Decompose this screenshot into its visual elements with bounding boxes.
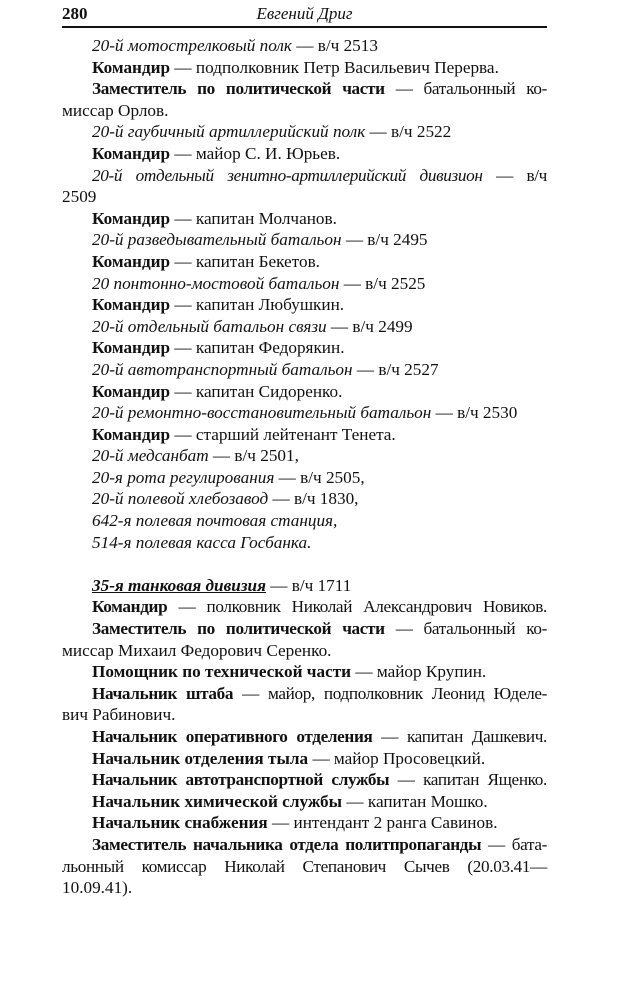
line-text: — майор, подполковник Леонид Юделе-	[242, 683, 547, 703]
line-text: миссар Орлов.	[62, 100, 169, 120]
text-line	[62, 467, 547, 489]
role-label: Командир	[92, 295, 171, 315]
role-label: Командир	[92, 57, 171, 77]
unit-name: 20-й медсанбат	[92, 446, 209, 466]
division-title: 35-я танковая дивизия	[92, 575, 266, 595]
role-label: Командир	[92, 143, 171, 163]
text-line	[62, 488, 547, 510]
unit-name: 20 понтонно-мостовой батальон	[92, 273, 340, 293]
text-line	[62, 791, 547, 813]
unit-name: 20-й отдельный зенитно-артиллерийский дивизион	[92, 165, 483, 185]
unit-name: 20-й разведывательный батальон	[92, 230, 342, 250]
line-text: — батальонный ко-	[395, 79, 547, 99]
line-text: 10.09.41).	[62, 878, 133, 898]
line-text: — в/ч 1830,	[268, 489, 359, 509]
text-line	[62, 812, 547, 834]
line-text: — в/ч 2505,	[274, 467, 365, 487]
text-line	[62, 359, 547, 381]
text-line	[62, 445, 547, 467]
role-label: Заместитель начальника отдела политпропаганды	[92, 834, 482, 854]
line-text: — капитан Любушкин.	[170, 295, 345, 315]
text-line	[62, 229, 547, 251]
text-line	[62, 273, 547, 295]
line-text: — в/ч 2525	[339, 273, 426, 293]
unit-name: 20-й ремонтно-восстановительный батальон	[92, 403, 432, 423]
running-head: Евгений Дриг	[256, 4, 353, 23]
line-text: — бата-	[488, 834, 547, 854]
role-label: Помощник по технической части	[92, 662, 352, 682]
text-line	[62, 143, 547, 165]
line-text: — полковник Николай Александрович Новиков.	[178, 597, 547, 617]
line-text: — в/ч 2522	[365, 122, 452, 142]
role-label: Начальник снабжения	[92, 813, 268, 833]
text-line	[62, 208, 547, 230]
line-text: — в/ч 2495	[341, 230, 428, 250]
unit-name: 514-я полевая касса Госбанка.	[92, 532, 312, 552]
unit-name: 20-я рота регулирования	[92, 467, 275, 487]
line-text: — капитан Молчанов.	[170, 208, 337, 228]
role-label: Командир	[92, 208, 171, 228]
line-text: — майор Крупин.	[351, 662, 487, 682]
line-text: — майор Просовецкий.	[308, 748, 486, 768]
text-line	[62, 121, 547, 143]
text-line	[62, 294, 547, 316]
text-line	[62, 661, 547, 683]
line-text: — капитан Дашкевич.	[381, 727, 547, 746]
text-line	[62, 596, 547, 618]
text-line	[62, 424, 547, 446]
role-label: Заместитель по политической части	[92, 619, 385, 639]
line-text: — капитан Федорякин.	[170, 338, 345, 358]
section-heading-line	[62, 575, 547, 597]
text-line	[62, 381, 547, 403]
text-line	[62, 532, 547, 554]
line-text: — капитан Ященко.	[397, 770, 547, 790]
text-line	[62, 251, 547, 273]
text-line	[62, 57, 547, 79]
text-line	[62, 769, 547, 791]
unit-name: 20-й полевой хлебозавод	[92, 489, 269, 509]
text-line	[62, 165, 547, 187]
text-line	[62, 100, 547, 122]
text-line	[62, 78, 547, 100]
unit-name: 20-й гаубичный артиллерийский полк	[92, 122, 366, 142]
text-line	[62, 35, 547, 57]
line-text: вич Рабинович.	[62, 705, 176, 725]
text-line	[62, 726, 547, 748]
role-label: Командир	[92, 597, 168, 617]
role-label: Командир	[92, 424, 171, 444]
line-text: — в/ч 2527	[352, 359, 439, 379]
text-line	[62, 683, 547, 705]
role-label: Начальник химической службы	[92, 791, 343, 811]
line-text: — интендант 2 ранга Савинов.	[267, 813, 498, 833]
text-line	[62, 316, 547, 338]
line-text: 2509	[62, 187, 97, 207]
line-text: миссар Михаил Федорович Серенко.	[62, 640, 332, 660]
page-header	[62, 2, 547, 28]
text-line	[62, 337, 547, 359]
text-line	[62, 186, 547, 208]
page-body	[62, 35, 547, 899]
line-text: — майор С. И. Юрьев.	[170, 143, 341, 163]
role-label: Начальник оперативного отделения	[92, 727, 373, 746]
page-number: 280	[62, 4, 88, 23]
role-label: Начальник штаба	[92, 683, 234, 703]
text-line	[62, 640, 547, 662]
text-line	[62, 618, 547, 640]
line-text: — в/ч	[496, 165, 547, 185]
text-line	[62, 402, 547, 424]
line-text: — капитан Сидоренко.	[170, 381, 343, 401]
role-label: Командир	[92, 381, 171, 401]
text-line	[62, 856, 547, 878]
section-gap	[62, 553, 547, 575]
line-text: — подполковник Петр Васильевич Перерва.	[170, 57, 499, 77]
text-line	[62, 704, 547, 726]
text-line	[62, 834, 547, 856]
line-text: — капитан Бекетов.	[170, 251, 320, 271]
line-text: — в/ч 1711	[265, 575, 352, 595]
role-label: Командир	[92, 251, 171, 271]
line-text: — в/ч 2499	[326, 316, 413, 336]
line-text: — капитан Мошко.	[342, 791, 488, 811]
text-line	[62, 510, 547, 532]
line-text: — в/ч 2501,	[208, 446, 299, 466]
unit-name: 20-й автотранспортный батальон	[92, 359, 353, 379]
line-text: — батальонный ко-	[395, 619, 547, 639]
text-line	[62, 877, 547, 899]
line-text: — старший лейтенант Тенета.	[170, 424, 396, 444]
unit-name: 642-я полевая почтовая станция,	[92, 511, 338, 531]
line-text: — в/ч 2513	[291, 36, 378, 55]
role-label: Начальник автотранспортной службы	[92, 770, 390, 790]
role-label: Заместитель по политической части	[92, 79, 385, 99]
line-text: — в/ч 2530	[431, 403, 518, 423]
role-label: Командир	[92, 338, 171, 358]
role-label: Начальник отделения тыла	[92, 748, 309, 768]
line-text: льонный комиссар Николай Степанович Сычев (20.03.41—	[62, 856, 547, 876]
text-line	[62, 748, 547, 770]
unit-name: 20-й мотострелковый полк	[92, 36, 292, 55]
unit-name: 20-й отдельный батальон связи	[92, 316, 327, 336]
